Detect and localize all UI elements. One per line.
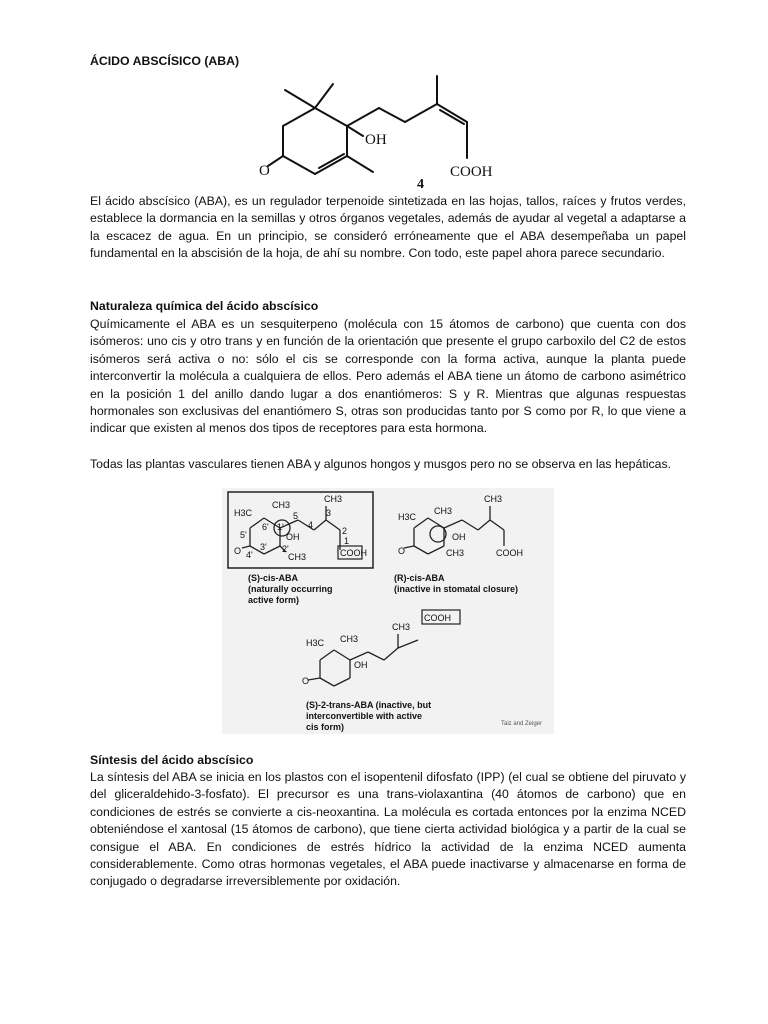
r-cis-ch3-top-label: CH3 — [434, 506, 453, 516]
s-trans-ch3-chain-label: CH3 — [392, 622, 411, 632]
r-cis-o-label: O — [398, 546, 406, 556]
s-cis-ch3-top-label: CH3 — [272, 500, 291, 510]
synthesis-paragraph: La síntesis del ABA se inicia en los plastos con el isopentenil difosfato (IPP) (el cual se obtiene del piruvato y del gliceraldehido-3-fosfato). El precursor es una trans-violaxantina (40 átomos de carbono) que en condiciones de estrés se convierte a cis-neoxantina. La molécula es cortada entonces por la enzima NCED obteniéndose el xantosal (15 átomos de carbono), que tiene cierta actividad biológica y a partir de la cual se consigue el ABA. En condiciones de estrés hídrico la actividad de la enzima NCED aumenta considerablemente. Como otras hormonas vegetales, el ABA puede inactivarse y almacenarse en forma de conjugado o degradarse irreversiblemente por oxidación. — [90, 770, 686, 889]
s-cis-o-label: O — [234, 546, 242, 556]
r-cis-cooh-label: COOH — [496, 548, 523, 558]
s-cis-caption-line2: (naturally occurring — [248, 584, 333, 594]
s-cis-c5p-label: 5' — [240, 530, 247, 540]
section-heading-chemistry: Naturaleza química del ácido abscísico — [90, 299, 319, 313]
s-cis-c2-label: 2 — [342, 526, 348, 536]
s-trans-o-label: O — [302, 676, 310, 686]
aba-structure-diagram — [255, 72, 530, 194]
r-cis-ch3-chain-label: CH3 — [484, 494, 503, 504]
chemistry-paragraph: Químicamente el ABA es un sesquiterpeno (molécula con 15 átomos de carbono) que cuenta con dos isómeros: uno cis y otro trans y en función de la orientación que presente el grupo carboxilo del C2 de estos isómeros será activa o no: sólo el cis se corresponde con la forma activa, aunque la planta puede interconvertir la molécula a cualquiera de ellos. Pero además el ABA tiene un átomo de carbono asimétrico en la posición 1 del anillo dando lugar a dos enantiómeros: S y R. Mientras que algunas respuestas hormonales son exclusivas del enantiómero S, otras son producidas tanto por S como por R, lo que viene a indicar que existen al menos dos tipos de receptores para esta hormona. — [90, 317, 686, 436]
r-cis-h3c-label: H3C — [398, 512, 417, 522]
s-cis-oh-label: OH — [286, 532, 300, 542]
occurrence-paragraph: Todas las plantas vasculares tienen ABA y algunos hongos y musgos pero no se observa en las hepáticas. — [90, 457, 672, 471]
s-cis-c1-label: 1 — [344, 536, 350, 546]
carboxyl-label: COOH — [450, 164, 493, 180]
s-cis-c4p-label: 4' — [246, 550, 253, 560]
s-trans-caption-title: (S)-2-trans-ABA (inactive, but — [306, 700, 432, 710]
s-cis-c3p-label: 3' — [260, 542, 267, 552]
ketone-oxygen-label: O — [259, 163, 270, 179]
s-cis-c5-label: 5 — [293, 511, 299, 521]
r-cis-ch3-ring-label: CH3 — [446, 548, 465, 558]
s-trans-cooh-label: COOH — [424, 613, 451, 623]
s-trans-oh-label: OH — [354, 660, 368, 670]
s-trans-caption-line2: interconvertible with active — [306, 711, 423, 721]
s-cis-c3-label: 3 — [326, 508, 332, 518]
page-title: ÁCIDO ABSCÍSICO (ABA) — [90, 54, 240, 68]
figure-credit: Taiz and Zeiger — [501, 721, 543, 727]
s-cis-c1p-label: 1' — [277, 522, 284, 532]
s-cis-c2p-label: 2' — [282, 544, 289, 554]
s-cis-caption-title: (S)-cis-ABA — [248, 573, 299, 583]
r-cis-oh-label: OH — [452, 532, 466, 542]
s-trans-caption-line3: cis form) — [306, 722, 345, 732]
r-cis-caption-line2: (inactive in stomatal closure) — [394, 584, 519, 594]
s-cis-ch3-ring-label: CH3 — [288, 552, 307, 562]
s-cis-caption-line3: active form) — [248, 595, 300, 605]
s-cis-c6p-label: 6' — [262, 522, 269, 532]
s-cis-h3c-label: H3C — [234, 508, 253, 518]
r-cis-caption-title: (R)-cis-ABA — [394, 573, 445, 583]
s-trans-ch3-top-label: CH3 — [340, 634, 359, 644]
s-trans-h3c-label: H3C — [306, 638, 325, 648]
s-cis-c4-label: 4 — [308, 520, 314, 530]
intro-paragraph: El ácido abscísico (ABA), es un regulador terpenoide sintetizada en las hojas, tallos, raíces y frutos verdes, establece la dormancia en la semillas y otros órganos vegetales, además de ayudar al vegetal a adaptarse a la escacez de agua. En un principio, se consideró erróneamente que el ABA desempeñaba un papel fundamental en la abscisión de la hoja, de ahí su nombre. Con todo, este papel ahora parece secundario. — [90, 194, 686, 261]
structure-number: 4 — [417, 177, 424, 192]
hydroxyl-label: OH — [365, 132, 387, 148]
aba-isomers-figure — [222, 488, 554, 734]
s-cis-cooh-label: COOH — [340, 548, 367, 558]
s-cis-ch3-chain-label: CH3 — [324, 494, 343, 504]
section-heading-synthesis: Síntesis del ácido abscísico — [90, 753, 254, 767]
